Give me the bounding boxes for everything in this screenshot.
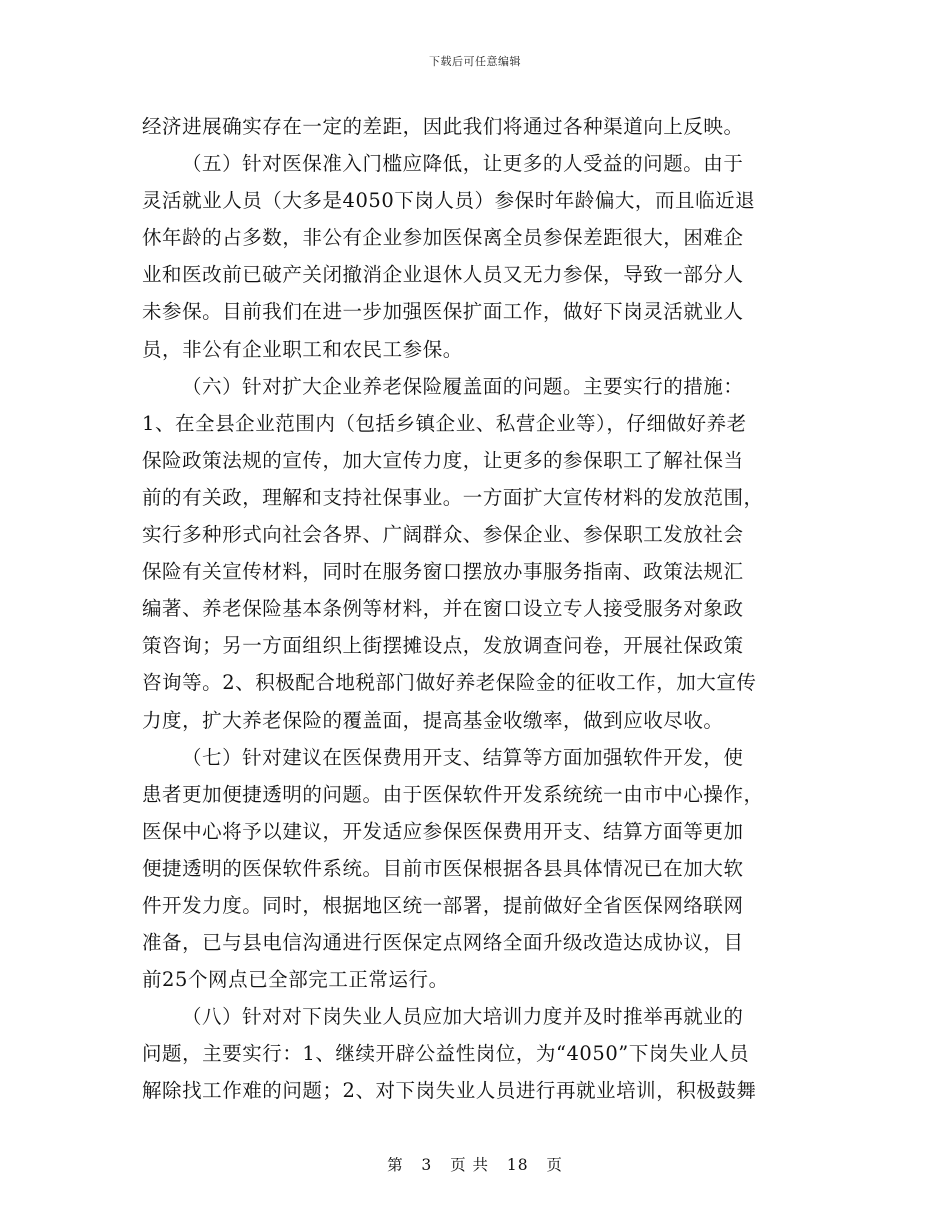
- page-label-suffix: 页: [546, 1156, 563, 1174]
- current-page-number: 3: [421, 1156, 433, 1174]
- text-line: 准备，已与县电信沟通进行医保定点网络全面升级改造达成协议，目: [142, 931, 744, 955]
- text-line: （六）针对扩大企业养老保险履盖面的问题。主要实行的措施：: [182, 374, 744, 398]
- page-label-mid: 页 共: [450, 1156, 490, 1174]
- text-line: 实行多种形式向社会各界、广阔群众、参保企业、参保职工发放社会: [142, 523, 744, 547]
- text-line: 便捷透明的医保软件系统。目前市医保根据各县具体情况已在加大软: [142, 856, 744, 880]
- text-line: 未参保。目前我们在进一步加强医保扩面工作，做好下岗灵活就业人: [142, 300, 744, 324]
- text-line: 休年龄的占多数，非公有企业参加医保离全员参保差距很大，困难企: [142, 226, 744, 250]
- text-line: 件开发力度。同时，根据地区统一部署，提前做好全省医保网络联网: [142, 893, 744, 917]
- text-line: 患者更加便捷透明的问题。由于医保软件开发系统统一由市中心操作，: [142, 782, 764, 806]
- total-pages-number: 18: [506, 1156, 529, 1174]
- text-line: 经济进展确实存在一定的差距，因此我们将通过各种渠道向上反映。: [142, 115, 744, 138]
- text-line: 前25个网点已全部完工正常运行。: [142, 968, 449, 992]
- page-footer: [0, 1153, 950, 1175]
- text-line: 策咨询；另一方面组织上街摆摊设点，发放调查问卷，开展社保政策: [142, 634, 744, 658]
- text-line: 解除找工作难的问题；2、对下岗失业人员进行再就业培训，积极鼓舞: [142, 1079, 757, 1103]
- text-line: 编著、养老保险基本条例等材料，并在窗口设立专人接受服务对象政: [142, 597, 744, 621]
- page-label-prefix: 第: [387, 1156, 404, 1174]
- text-line: 保险政策法规的宣传，加大宣传力度，让更多的参保职工了解社保当: [142, 448, 744, 472]
- text-line: 灵活就业人员（大多是4050下岗人员）参保时年龄偏大，而且临近退: [142, 189, 756, 213]
- text-line: 咨询等。2、积极配合地税部门做好养老保险金的征收工作，加大宣传: [142, 671, 757, 695]
- text-line: （五）针对医保准入门槛应降低，让更多的人受益的问题。由于: [182, 152, 744, 176]
- page-header: 下载后可任意编辑: [429, 55, 521, 68]
- text-line: 1、在全县企业范围内（包括乡镇企业、私营企业等），仔细做好养老: [142, 411, 747, 435]
- text-line: 力度，扩大养老保险的覆盖面，提高基金收缴率，做到应收尽收。: [142, 708, 724, 732]
- text-line: （七）针对建议在医保费用开支、结算等方面加强软件开发，使: [182, 745, 744, 769]
- text-line: 医保中心将予以建议，开发适应参保医保费用开支、结算方面等更加: [142, 819, 744, 843]
- text-line: 问题，主要实行：1、继续开辟公益性岗位，为“4050”下岗失业人员: [142, 1042, 750, 1066]
- document-body: [142, 108, 810, 1110]
- text-line: 业和医改前已破产关闭撤消企业退休人员又无力参保，导致一部分人: [142, 263, 744, 287]
- text-line: 员，非公有企业职工和农民工参保。: [142, 337, 463, 361]
- text-line: 前的有关政，理解和支持社保事业。一方面扩大宣传材料的发放范围，: [142, 485, 764, 509]
- text-line: （八）针对对下岗失业人员应加大培训力度并及时推举再就业的: [182, 1005, 744, 1029]
- text-line: 保险有关宣传材料，同时在服务窗口摆放办事服务指南、政策法规汇: [142, 560, 744, 584]
